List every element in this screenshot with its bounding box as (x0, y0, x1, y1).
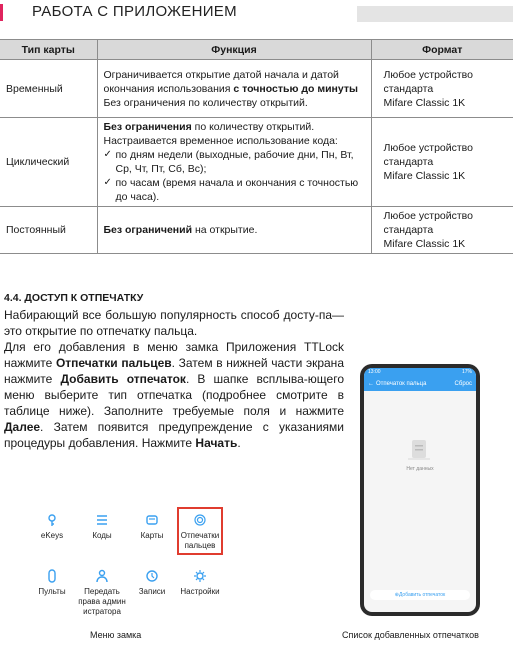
phone-mockup (360, 364, 480, 616)
paragraph-text: . Затем в нижней части экрана нажмите (4, 356, 344, 386)
menu-item-label: Отпечатки пальцев (180, 531, 220, 550)
menu-item-fingerprints[interactable] (177, 507, 223, 555)
function-text: Ограничивается открытие датой начала и датой окончания использования (103, 68, 339, 95)
bullet-text: по дням недели (выходные, рабочие дни, Пн, Вт, Ср, Чт, Пт, Сб, Вс); (115, 149, 354, 175)
menu-caption: Меню замка (90, 630, 142, 640)
function-text: по количеству открытий. (191, 121, 315, 133)
paragraph-bold-text: Начать (195, 436, 238, 450)
codes-icon (95, 513, 109, 527)
format-line: Mifare Classic 1K (383, 170, 466, 182)
card-type-cell: Циклический (0, 118, 97, 207)
menu-item-codes[interactable] (76, 513, 128, 541)
menu-item-label: eKeys (40, 531, 64, 540)
format-line: Mifare Classic 1K (383, 238, 466, 250)
checkmark-icon: ✓ (103, 149, 112, 160)
menu-item-label: Настройки (180, 587, 220, 596)
bullet-text: по часам (время начала и окончания с точностью до часа). (115, 177, 359, 203)
page-title: РАБОТА С ПРИЛОЖЕНИЕМ (32, 3, 237, 20)
function-cell (97, 207, 371, 254)
table-row (0, 207, 513, 254)
app-bar (364, 377, 476, 391)
menu-item-ekeys[interactable] (26, 513, 78, 541)
function-text: Без ограничения по количеству открытий. (103, 96, 308, 109)
menu-item-cards[interactable] (126, 513, 178, 541)
format-line: стандарта (383, 224, 434, 236)
table-header-row (0, 40, 513, 60)
fingerprint-section (4, 292, 344, 451)
menu-item-remotes[interactable] (26, 569, 78, 597)
remote-icon (45, 569, 59, 583)
column-header: Функция (97, 40, 371, 60)
paragraph-bold-text: Отпечатки пальцев (55, 356, 172, 370)
ekeys-icon (45, 513, 59, 527)
format-cell (371, 118, 513, 207)
function-cell (97, 60, 371, 118)
column-header: Формат (371, 40, 513, 60)
records-icon (145, 569, 159, 583)
section-paragraph: Набирающий все большую популярность способ досту-па— это открытие по отпечатку пальца. (4, 308, 344, 338)
format-line: стандарта (383, 82, 434, 95)
paragraph-bold-text: Далее (4, 420, 41, 434)
header-accent-bar (0, 4, 3, 21)
function-bold-text: Без ограничений (103, 224, 193, 236)
format-cell (371, 207, 513, 254)
empty-list-icon (406, 438, 432, 462)
menu-item-label: Пульты (38, 587, 66, 596)
section-paragraph (4, 339, 344, 451)
card-type-cell: Временный (0, 60, 97, 118)
phone-screen (364, 368, 476, 612)
format-line: Любое устройство (383, 210, 473, 222)
card-type-cell: Постоянный (0, 207, 97, 254)
table-row (0, 60, 513, 118)
format-cell (371, 60, 513, 118)
empty-state-text: Нет данных (406, 466, 434, 472)
page-header (0, 0, 513, 24)
menu-item-transfer-admin[interactable] (76, 569, 128, 617)
lock-menu (20, 505, 250, 645)
menu-item-label: Карты (140, 531, 164, 540)
paragraph-text: . Затем появится предупреждение с указаниями процедуры добавления. Нажмите (4, 420, 344, 450)
format-line: Любое устройство (383, 68, 473, 81)
table-row (0, 118, 513, 207)
section-heading: 4.4. ДОСТУП К ОТПЕЧАТКУ (4, 292, 144, 304)
screen-title: Отпечаток пальца (376, 381, 427, 387)
settings-icon (193, 569, 207, 583)
function-bold-text: Без ограничения (103, 121, 192, 133)
paragraph-bold-text: Добавить отпечаток (60, 372, 186, 386)
reset-action[interactable]: Сброс (454, 381, 472, 387)
column-header: Тип карты (0, 40, 97, 60)
paragraph-text: . (237, 436, 241, 450)
checkmark-icon: ✓ (103, 177, 112, 188)
menu-item-settings[interactable] (174, 569, 226, 597)
format-line: Любое устройство (383, 142, 473, 154)
status-battery: 17% (461, 369, 472, 375)
paragraph-text: Для его добавления в меню замка Приложения TTLock нажмите (4, 340, 344, 370)
add-fingerprint-label: Добавить отпечаток (398, 592, 446, 598)
status-time: 13:00 (368, 369, 381, 375)
list-item (104, 176, 367, 204)
function-bold-text: с точностью до минуты (233, 82, 358, 95)
status-bar (364, 368, 476, 377)
menu-item-label: Записи (138, 587, 166, 596)
header-tab-block (357, 6, 513, 22)
function-text: на открытие. (192, 224, 258, 236)
menu-item-label: Коды (92, 531, 112, 540)
list-item (104, 148, 367, 176)
fingerprint-icon (193, 513, 207, 527)
function-text: Настраивается временное использование кода: (103, 135, 338, 147)
menu-item-label: Передать права админ истратора (78, 587, 126, 616)
paragraph-text: . В шапке всплыва-ющего меню выберите тип отпечатка (подробнее смотрите в таблице ниже). Заполните требуемые поля и нажмите (4, 372, 344, 418)
add-icon: ⊕ (394, 592, 399, 598)
card-types-table (0, 39, 513, 254)
format-line: стандарта (383, 156, 434, 168)
add-fingerprint-button[interactable] (370, 590, 470, 600)
cards-icon (145, 513, 159, 527)
function-cell (97, 118, 371, 207)
phone-caption: Список добавленных отпечатков (342, 630, 479, 640)
back-arrow-icon[interactable]: ← (368, 381, 374, 387)
transfer-admin-icon (95, 569, 109, 583)
format-line: Mifare Classic 1K (383, 96, 466, 109)
menu-item-records[interactable] (126, 569, 178, 597)
